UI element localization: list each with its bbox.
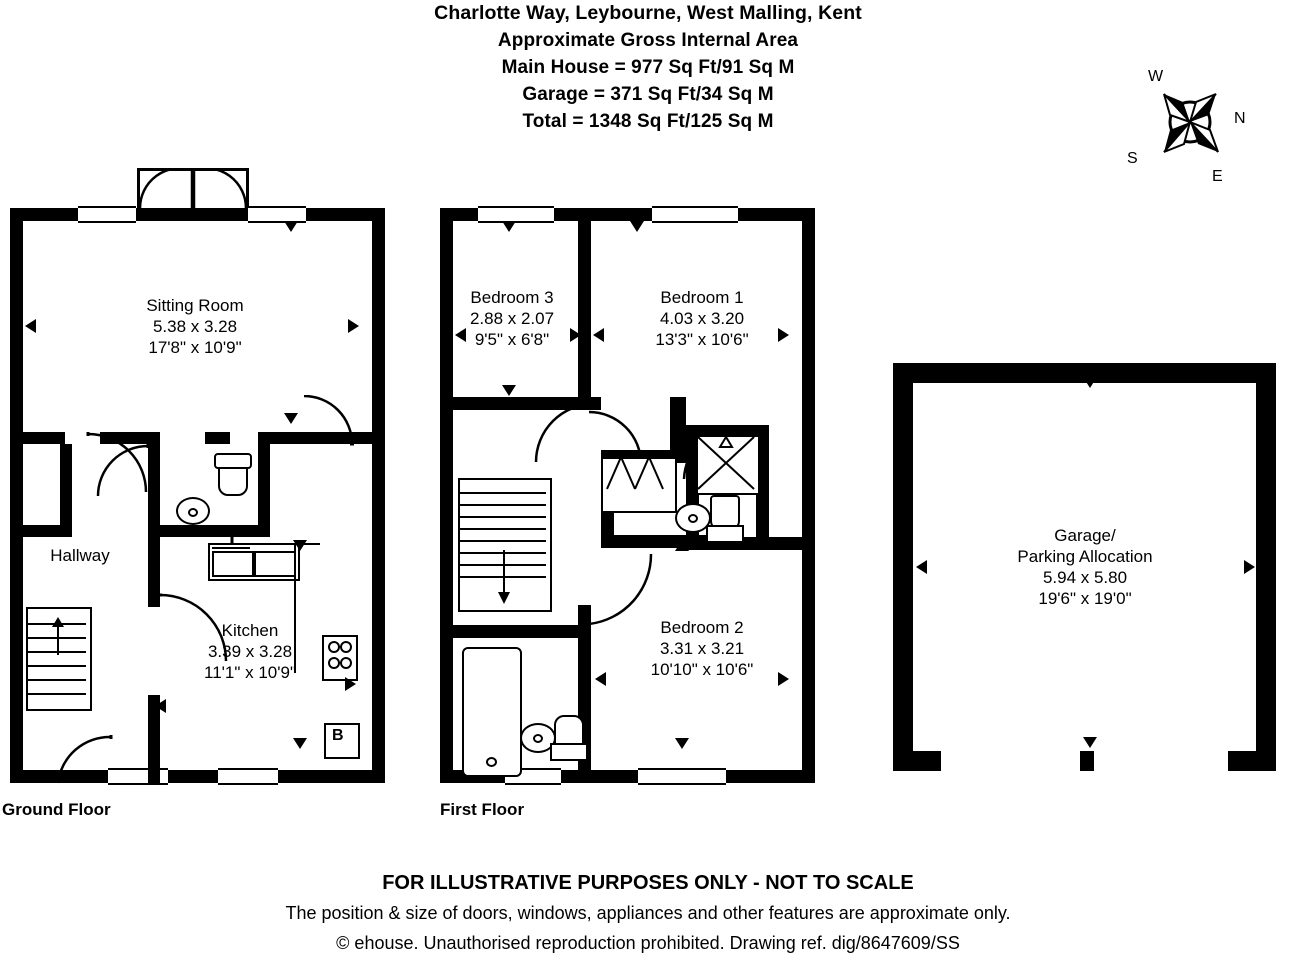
- ground-arrow-left-sitting: [25, 319, 36, 333]
- compass-label-north: N: [1234, 110, 1246, 127]
- ground-front-door-arcs: [137, 168, 252, 213]
- room-label-bedroom-1: Bedroom 1 4.03 x 3.20 13'3" x 10'6": [655, 288, 749, 349]
- header-total-area: Total = 1348 Sq Ft/125 Sq M: [522, 111, 774, 132]
- first-window-top-right: [652, 206, 738, 223]
- ground-floor-plan: [0, 195, 400, 795]
- ground-wall-left: [10, 208, 23, 783]
- ground-wall-wc-right: [258, 432, 270, 537]
- kitchen-sink-bowl: [212, 551, 254, 577]
- garage-door-post: [1080, 751, 1094, 771]
- ground-wall-right: [372, 208, 385, 783]
- ground-staircase: [26, 607, 92, 711]
- boiler-label: B: [332, 727, 344, 744]
- garage-wall-left: [893, 363, 913, 771]
- page-title: Charlotte Way, Leybourne, West Malling, Kent: [434, 2, 862, 24]
- first-arrow-bed2-top: [675, 540, 689, 551]
- garage-plan: [880, 355, 1296, 785]
- room-label-bedroom-3: Bedroom 3 2.88 x 2.07 9'5" x 6'8": [469, 288, 555, 349]
- first-window-bottom-right: [638, 768, 726, 785]
- ground-door-wc: [96, 444, 152, 504]
- garage-arrow-bottom: [1083, 737, 1097, 748]
- room-label-kitchen: Kitchen 3.39 x 3.28 11'1" x 10'9": [204, 621, 296, 682]
- ground-arrow-left-kitchen: [155, 699, 166, 713]
- ensuite-cistern: [706, 525, 744, 543]
- ground-wall-wc-bottom: [148, 525, 270, 537]
- first-wall-right: [802, 208, 815, 783]
- header-subtitle: Approximate Gross Internal Area: [497, 30, 799, 51]
- garage-arrow-right: [1244, 560, 1255, 574]
- first-arrow-bed3-top: [502, 221, 516, 232]
- ground-door-back: [55, 735, 135, 785]
- compass-label-south: S: [1127, 150, 1138, 167]
- compass-rose: [1120, 60, 1260, 185]
- garage-wall-bottom-right: [1228, 751, 1276, 771]
- wc-cistern: [214, 453, 252, 469]
- ground-wall-int-1: [10, 432, 65, 444]
- footer-copyright: © ehouse. Unauthorised reproduction prohibited. Drawing ref. dig/8647609/SS: [336, 933, 960, 953]
- garage-wall-bottom-left: [893, 751, 941, 771]
- garage-arrow-top: [1083, 377, 1097, 388]
- first-wall-bath2-top: [453, 625, 591, 638]
- header-garage-area: Garage = 371 Sq Ft/34 Sq M: [522, 84, 774, 105]
- bath-plug: [486, 757, 497, 767]
- cupboard-detail: [603, 449, 673, 493]
- garage-wall-right: [1256, 363, 1276, 771]
- bathroom-basin-plug: [533, 734, 543, 743]
- ground-arrow-right-sitting: [348, 319, 359, 333]
- kitchen-tap-icon: [222, 531, 242, 545]
- room-label-garage: Garage/ Parking Allocation 5.94 x 5.80 19'6" x 19'0": [1017, 526, 1153, 608]
- shower-cross: [696, 435, 756, 491]
- ground-wall-int-3: [205, 432, 230, 444]
- first-arrow-bed2-bottom: [675, 738, 689, 749]
- ground-floor-caption: Ground Floor: [2, 800, 111, 819]
- first-window-top-left: [478, 206, 554, 223]
- first-staircase: [458, 478, 552, 612]
- compass-label-west: W: [1148, 68, 1164, 85]
- ensuite-basin-plug: [688, 514, 698, 523]
- room-label-bedroom-2: Bedroom 2 3.31 x 3.21 10'10" x 10'6": [650, 618, 754, 679]
- bathroom-cistern: [550, 743, 588, 761]
- room-label-sitting-room: Sitting Room 5.38 x 3.28 17'8" x 10'9": [146, 296, 244, 357]
- garage-arrow-left: [916, 560, 927, 574]
- kitchen-drainer: [254, 551, 296, 577]
- room-label-hallway: Hallway: [50, 546, 110, 565]
- ground-arrow-mid-sitting: [284, 413, 298, 424]
- ground-arrow-top-sitting: [284, 221, 298, 232]
- compass-label-east: E: [1212, 168, 1223, 185]
- ground-arrow-bottom-kitchen: [293, 738, 307, 749]
- ground-arrow-right-kitchen: [345, 677, 356, 691]
- first-floor-plan: [430, 195, 830, 795]
- ground-window-top-left: [78, 206, 136, 223]
- first-door-bed2: [585, 548, 655, 628]
- first-arrow-bed1-top: [630, 221, 644, 232]
- first-floor-caption: First Floor: [440, 800, 525, 819]
- first-wall-bed3-bed1: [578, 208, 591, 408]
- wc-basin-plug: [188, 508, 198, 517]
- first-arrow-bed3-bottom: [502, 385, 516, 396]
- ground-window-bottom-right: [218, 768, 278, 785]
- ground-wall-store-right: [60, 444, 72, 536]
- header-main-house-area: Main House = 977 Sq Ft/91 Sq M: [501, 57, 795, 78]
- header-block: [0, 0, 1296, 135]
- ground-arrow-top-kitchen: [293, 540, 307, 551]
- footer-note: The position & size of doors, windows, appliances and other features are approximate only.: [285, 903, 1011, 923]
- footer-block: [0, 868, 1296, 958]
- footer-disclaimer: FOR ILLUSTRATIVE PURPOSES ONLY - NOT TO SCALE: [382, 872, 914, 894]
